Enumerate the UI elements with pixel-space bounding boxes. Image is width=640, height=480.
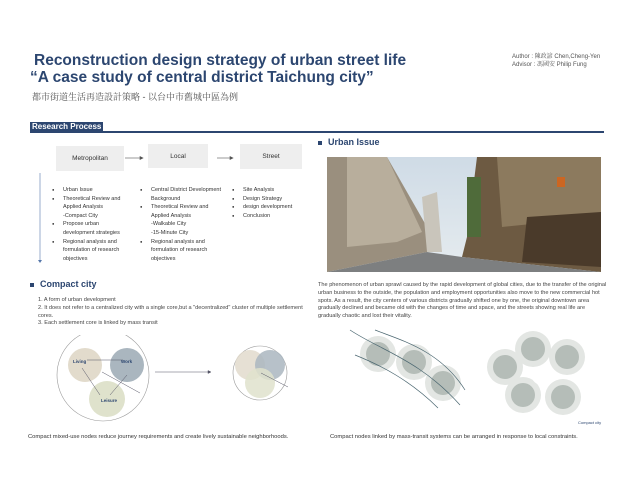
poster-title: Reconstruction design strategy of urban street life xyxy=(34,52,407,69)
stage-street: Street xyxy=(240,144,302,169)
list-item: ● design development xyxy=(232,203,312,212)
list-item: ● Regional analysis and formulation of research objectives xyxy=(140,238,222,264)
caption-mixed-use: Compact mixed-use nodes reduce journey requirements and create lively sustainable neighborhoods. xyxy=(28,434,289,440)
process-column-metropolitan xyxy=(52,186,132,263)
poster-title-chinese: 都市街道生活再造設計策略 - 以台中市舊城中區為例 xyxy=(32,92,238,102)
transit-nodes-diagram xyxy=(320,320,620,425)
list-item: ● Site Analysis xyxy=(232,186,312,195)
process-column-local xyxy=(140,186,222,263)
caption-transit-nodes: Compact nodes linked by mass-transit systems can be arranged in response to local constraints. xyxy=(330,434,578,440)
section-heading-compact-city: Compact city xyxy=(30,279,97,289)
stage-local: Local xyxy=(148,144,208,168)
list-item: ● Regional analysis and formulation of research objectives xyxy=(52,238,132,264)
list-item: ● Theoretical Review and Applied Analysis -Walkable City -15-Minute City xyxy=(140,203,222,237)
stage-metropolitan: Metropolitan xyxy=(56,146,124,171)
label-living: Living xyxy=(73,359,87,364)
street-photo xyxy=(327,157,601,272)
point: 2. It does not refer to a centralized city with a single core,but a "decentralized" cluster of multiple settlement cores. xyxy=(38,304,303,319)
list-item: ● Theoretical Review and Applied Analysis -Compact City xyxy=(52,195,132,221)
point: 1. A form of urban development xyxy=(38,297,116,303)
list-item: ● Propose urban development strategies xyxy=(52,220,132,237)
section-heading-urban-issue: Urban Issue xyxy=(318,137,380,147)
urban-issue-paragraph: The phenomenon of urban sprawl caused by the rapid development of global cities, due to the transfer of the original urban business to the outside, the population and employment opportunities also move to the new commercial hot spots. As a result, the city centers of various districts gradually shifted one by one, the original downtown area gradually declined and became old with the changes of time and space, and the streets showing real life are gradually chaotic and lost their vitality. xyxy=(318,282,607,320)
list-item: ● Urban Issue xyxy=(52,186,132,195)
label-leisure: Leisure xyxy=(101,398,118,403)
poster-subtitle: “A case study of central district Taichung city” xyxy=(30,69,374,86)
label-work: Work xyxy=(121,359,133,364)
point: 3. Each settlement core is linked by mass transit xyxy=(38,320,158,327)
section-heading-research-process: Research Process xyxy=(32,122,102,131)
process-column-street xyxy=(232,186,312,220)
author: Author : 陳政諺 Chen,Cheng-Yen xyxy=(512,54,601,60)
list-item: ● Design Strategy xyxy=(232,195,312,204)
divider xyxy=(30,131,604,133)
source-label: Compact city xyxy=(578,420,602,425)
compact-city-points xyxy=(38,297,313,328)
advisor: Advisor : 馮國安 Philip Fung xyxy=(512,62,587,68)
mixed-use-diagram xyxy=(20,335,320,430)
list-item: ● Conclusion xyxy=(232,212,312,221)
credits xyxy=(512,53,600,69)
list-item: ● Central District Development Background xyxy=(140,186,222,203)
